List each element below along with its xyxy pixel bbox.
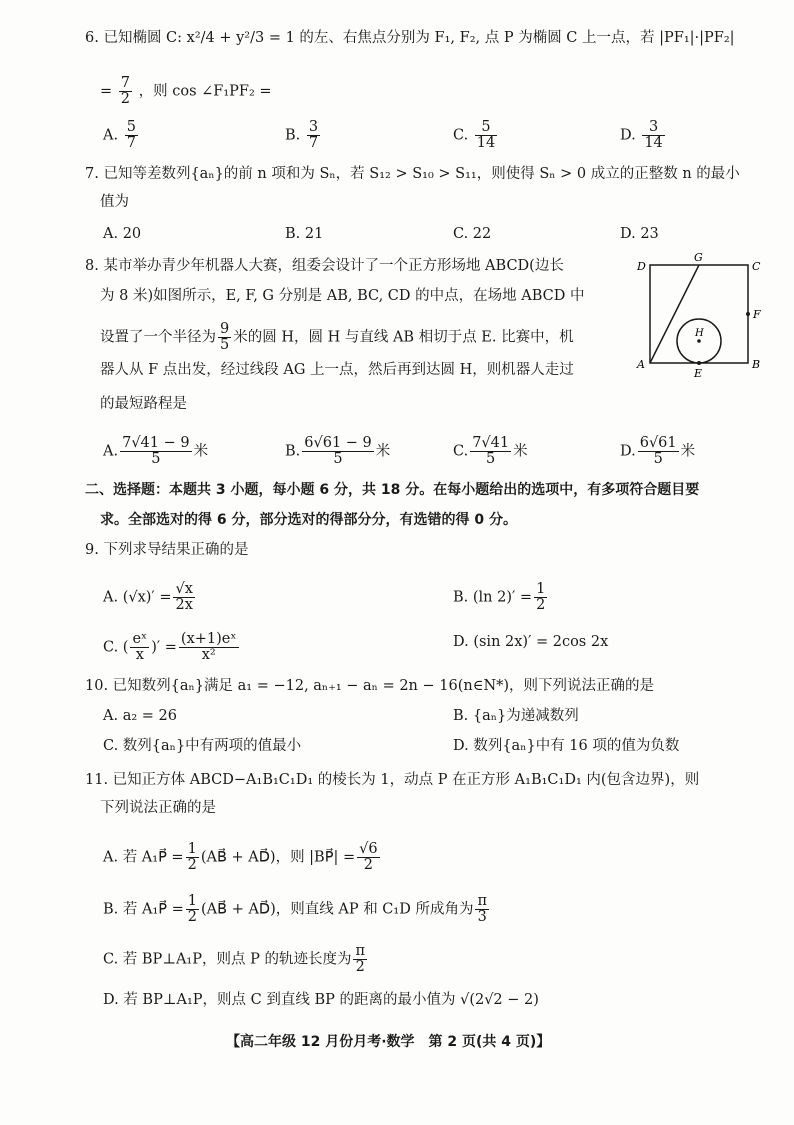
figure-label-e: E (694, 367, 703, 380)
q11-option-d: D. 若 BP⊥A₁P，则点 C 到直线 BP 的距离的最小值为 √(2√2 − 2) (103, 992, 539, 1008)
q7-option-d: D. 23 (620, 226, 659, 242)
q6-option-a: A. $\frac{5}{7}$ (103, 119, 136, 152)
figure-label-b: B (752, 358, 761, 371)
q8-line1: 8. 某市举办青少年机器人大赛，组委会设计了一个正方形场地 ABCD(边长 (85, 258, 564, 274)
section2-heading-line1: 二、选择题：本题共 3 小题，每小题 6 分，共 18 分。在每小题给出的选项中，有多项符合题目要 (85, 482, 700, 498)
figure-label-d: D (637, 260, 646, 273)
q10-option-a: A. a₂ = 26 (103, 708, 177, 724)
q8-line4: 器人从 F 点出发，经过线段 AG 上一点，然后再到达圆 H，则机器人走过 (100, 362, 574, 378)
q6-line1: 6. 已知椭圆 C: x²/4 + y²/3 = 1 的左、右焦点分别为 F₁, F₂, 点 P 为椭圆 C 上一点，若 |PF₁|·|PF₂| (85, 30, 735, 46)
q11-line1: 11. 已知正方体 ABCD−A₁B₁C₁D₁ 的棱长为 1，动点 P 在正方形 A₁B₁C₁D₁ 内(包含边界)，则 (85, 772, 700, 788)
q7-option-a: A. 20 (103, 226, 142, 242)
q8-option-b: B. $\frac{6√61 - 9}{5}$ 米 (285, 435, 391, 468)
figure-label-h: H (695, 328, 704, 339)
q8-figure (633, 250, 765, 380)
q10-option-d: D. 数列{aₙ}中有 16 项的值为负数 (453, 738, 680, 754)
q6-line2: = $\frac{7}{2}$ ，则 cos ∠F₁PF₂ = (100, 75, 272, 108)
q7-option-c: C. 22 (453, 226, 492, 242)
q8-line5: 的最短路程是 (100, 396, 187, 412)
q10-stem: 10. 已知数列{aₙ}满足 a₁ = −12, aₙ₊₁ − aₙ = 2n − 16(n∈N*)，则下列说法正确的是 (85, 678, 655, 694)
q11-line2: 下列说法正确的是 (100, 800, 216, 816)
q6-option-d: D. $\frac{3}{14}$ (620, 119, 663, 152)
q8-line2: 为 8 米)如图所示，E, F, G 分别是 AB, BC, CD 的中点，在场地 ABCD 中 (100, 288, 585, 304)
q9-option-c: C. ( $\frac{\text{eˣ}}{x}$ )′ = $\frac{\text{(x+1)eˣ}}{\text{x²}}$ (103, 631, 237, 664)
q8-option-a: A. $\frac{7√41 - 9}{5}$ 米 (103, 435, 209, 468)
q7-option-b: B. 21 (285, 226, 324, 242)
q8-line3: 设置了一个半径为 $\frac{9}{5}$ 米的圆 H，圆 H 与直线 AB 相切于点 E. 比赛中，机 (100, 321, 574, 354)
q11-option-a: A. 若 A₁P⃗ = $\frac{1}{2}$ (AB⃗ + AD⃗)，则 |BP⃗| = $\frac{√6}{2}$ (103, 841, 378, 874)
q11-option-c: C. 若 BP⊥A₁P，则点 P 的轨迹长度为 $\frac{\pi}{2}$ (103, 943, 365, 976)
q6-fraction: $\frac{7}{2}$ (120, 75, 130, 108)
section2-heading-line2: 求。全部选对的得 6 分，部分选对的得部分分，有选错的得 0 分。 (100, 512, 517, 528)
q8-option-c: C. $\frac{7√41}{5}$ 米 (453, 435, 528, 468)
figure-label-a: A (637, 358, 645, 371)
q10-option-c: C. 数列{aₙ}中有两项的值最小 (103, 738, 302, 754)
q10-option-b: B. {aₙ}为递减数列 (453, 708, 579, 724)
figure-label-c: C (752, 260, 761, 273)
q6-option-b: B. $\frac{3}{7}$ (285, 119, 319, 152)
page-footer: 【高二年级 12 月份月考·数学 第 2 页(共 4 页)】 (226, 1034, 551, 1050)
figure-label-f: F (753, 308, 761, 321)
figure-label-g: G (694, 251, 703, 264)
q9-option-a: A. (√x)′ = $\frac{√x}{2x}$ (103, 581, 193, 614)
q9-option-d: D. (sin 2x)′ = 2cos 2x (453, 634, 609, 650)
q11-option-b: B. 若 A₁P⃗ = $\frac{1}{2}$ (AB⃗ + AD⃗)，则直线 AP 和 C₁D 所成角为 $\frac{\pi}{3}$ (103, 893, 487, 926)
q9-stem: 9. 下列求导结果正确的是 (85, 542, 249, 558)
q6-option-c: C. $\frac{5}{14}$ (453, 119, 496, 152)
q7-line1: 7. 已知等差数列{aₙ}的前 n 项和为 Sₙ，若 S₁₂ > S₁₀ > S₁₁，则使得 Sₙ > 0 成立的正整数 n 的最小 (85, 166, 740, 182)
q8-option-d: D. $\frac{6√61}{5}$ 米 (620, 435, 696, 468)
q9-option-b: B. (ln 2)′ = $\frac{1}{2}$ (453, 581, 546, 614)
q7-line2: 值为 (100, 194, 129, 210)
